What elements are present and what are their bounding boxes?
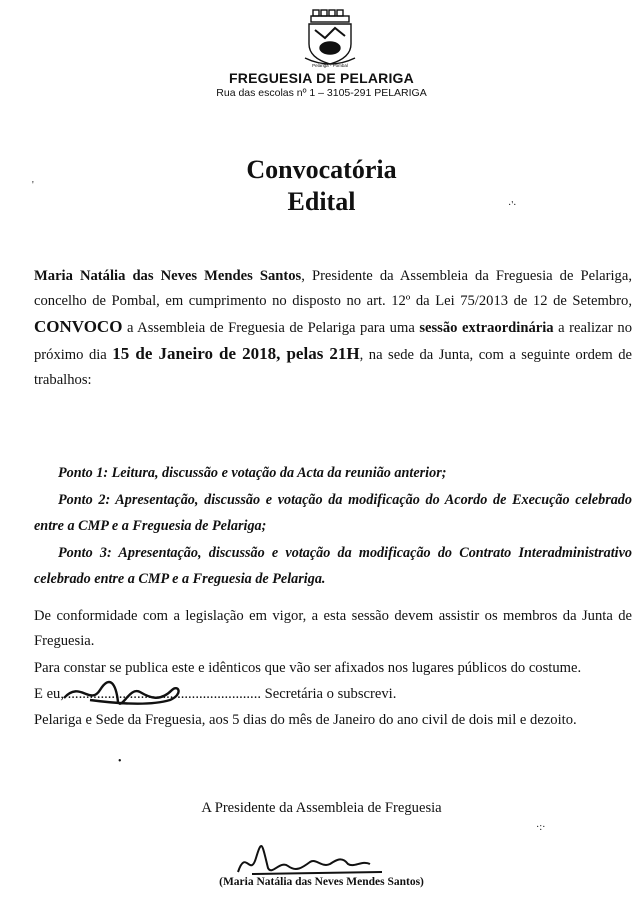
secretary-signature — [60, 676, 190, 716]
scan-speck: ·:· — [536, 822, 546, 833]
scan-speck: ·'· — [508, 200, 517, 211]
signatory-name: (Maria Natália das Neves Mendes Santos) — [219, 876, 424, 888]
parish-name-heading: FREGUESIA DE PELARIGA — [229, 70, 414, 86]
scan-speck: ' — [32, 180, 34, 191]
agenda-item: Ponto 1: Leitura, discussão e votação da Acta da reunião anterior; — [58, 465, 447, 481]
document-title: Convocatória — [246, 155, 397, 184]
publish-line: Para constar se publica este e idênticos que vão ser afixados nos lugares públicos do costume. — [34, 660, 582, 676]
place-date-line: Pelariga e Sede da Freguesia, aos 5 dias do mês de Janeiro do ano civil de dois mil e dezoito. — [34, 712, 577, 728]
signatory-title: A Presidente da Assembleia de Freguesia — [201, 800, 442, 816]
agenda-item: Ponto 2: Apresentação, discussão e votação da modificação do Acordo de Execução celebrado entre a CMP e a Freguesia de Pelariga; — [34, 491, 632, 534]
parish-address: Rua das escolas nº 1 – 3105-291 PELARIGA — [216, 87, 427, 99]
scan-speck: • — [118, 756, 122, 767]
document-subtitle: Edital — [287, 187, 356, 216]
closing-paragraph: De conformidade com a legislação em vigor, a esta sessão devem assistir os membros da Junta de Freguesia. — [34, 608, 632, 649]
parish-crest-emblem — [299, 8, 361, 70]
president-name: Maria Natália das Neves Mendes Santos — [34, 268, 302, 284]
svg-text:Pelariga - Pombal: Pelariga - Pombal — [312, 63, 348, 68]
secretary-line: E eu, ..................................................... Secretária o subscrevi. — [34, 686, 397, 702]
intro-paragraph: Maria Natália das Neves Mendes Santos, Presidente da Assembleia da Freguesia de Pelariga, concelho de Pombal, em cumprimento no disposto no art. 12º da Lei 75/2013 de 12 de Setembro, CONVOCO a Assembleia de Freguesia de Pelariga para uma sessão extraordinária a realizar no próximo dia 15 de Janeiro de 2018, pelas 21H, na sede da Junta, com a seguinte ordem de trabalhos: — [34, 268, 633, 388]
agenda-list — [34, 460, 632, 593]
agenda-item: Ponto 3: Apresentação, discussão e votação da modificação do Contrato Interadministrativo celebrado entre a CMP e a Freguesia de Pelariga. — [34, 544, 632, 587]
session-date: 15 de Janeiro de 2018, pelas 21H — [112, 344, 360, 363]
convoco-word: CONVOCO — [34, 317, 123, 336]
session-type: sessão extraordinária — [419, 320, 554, 336]
